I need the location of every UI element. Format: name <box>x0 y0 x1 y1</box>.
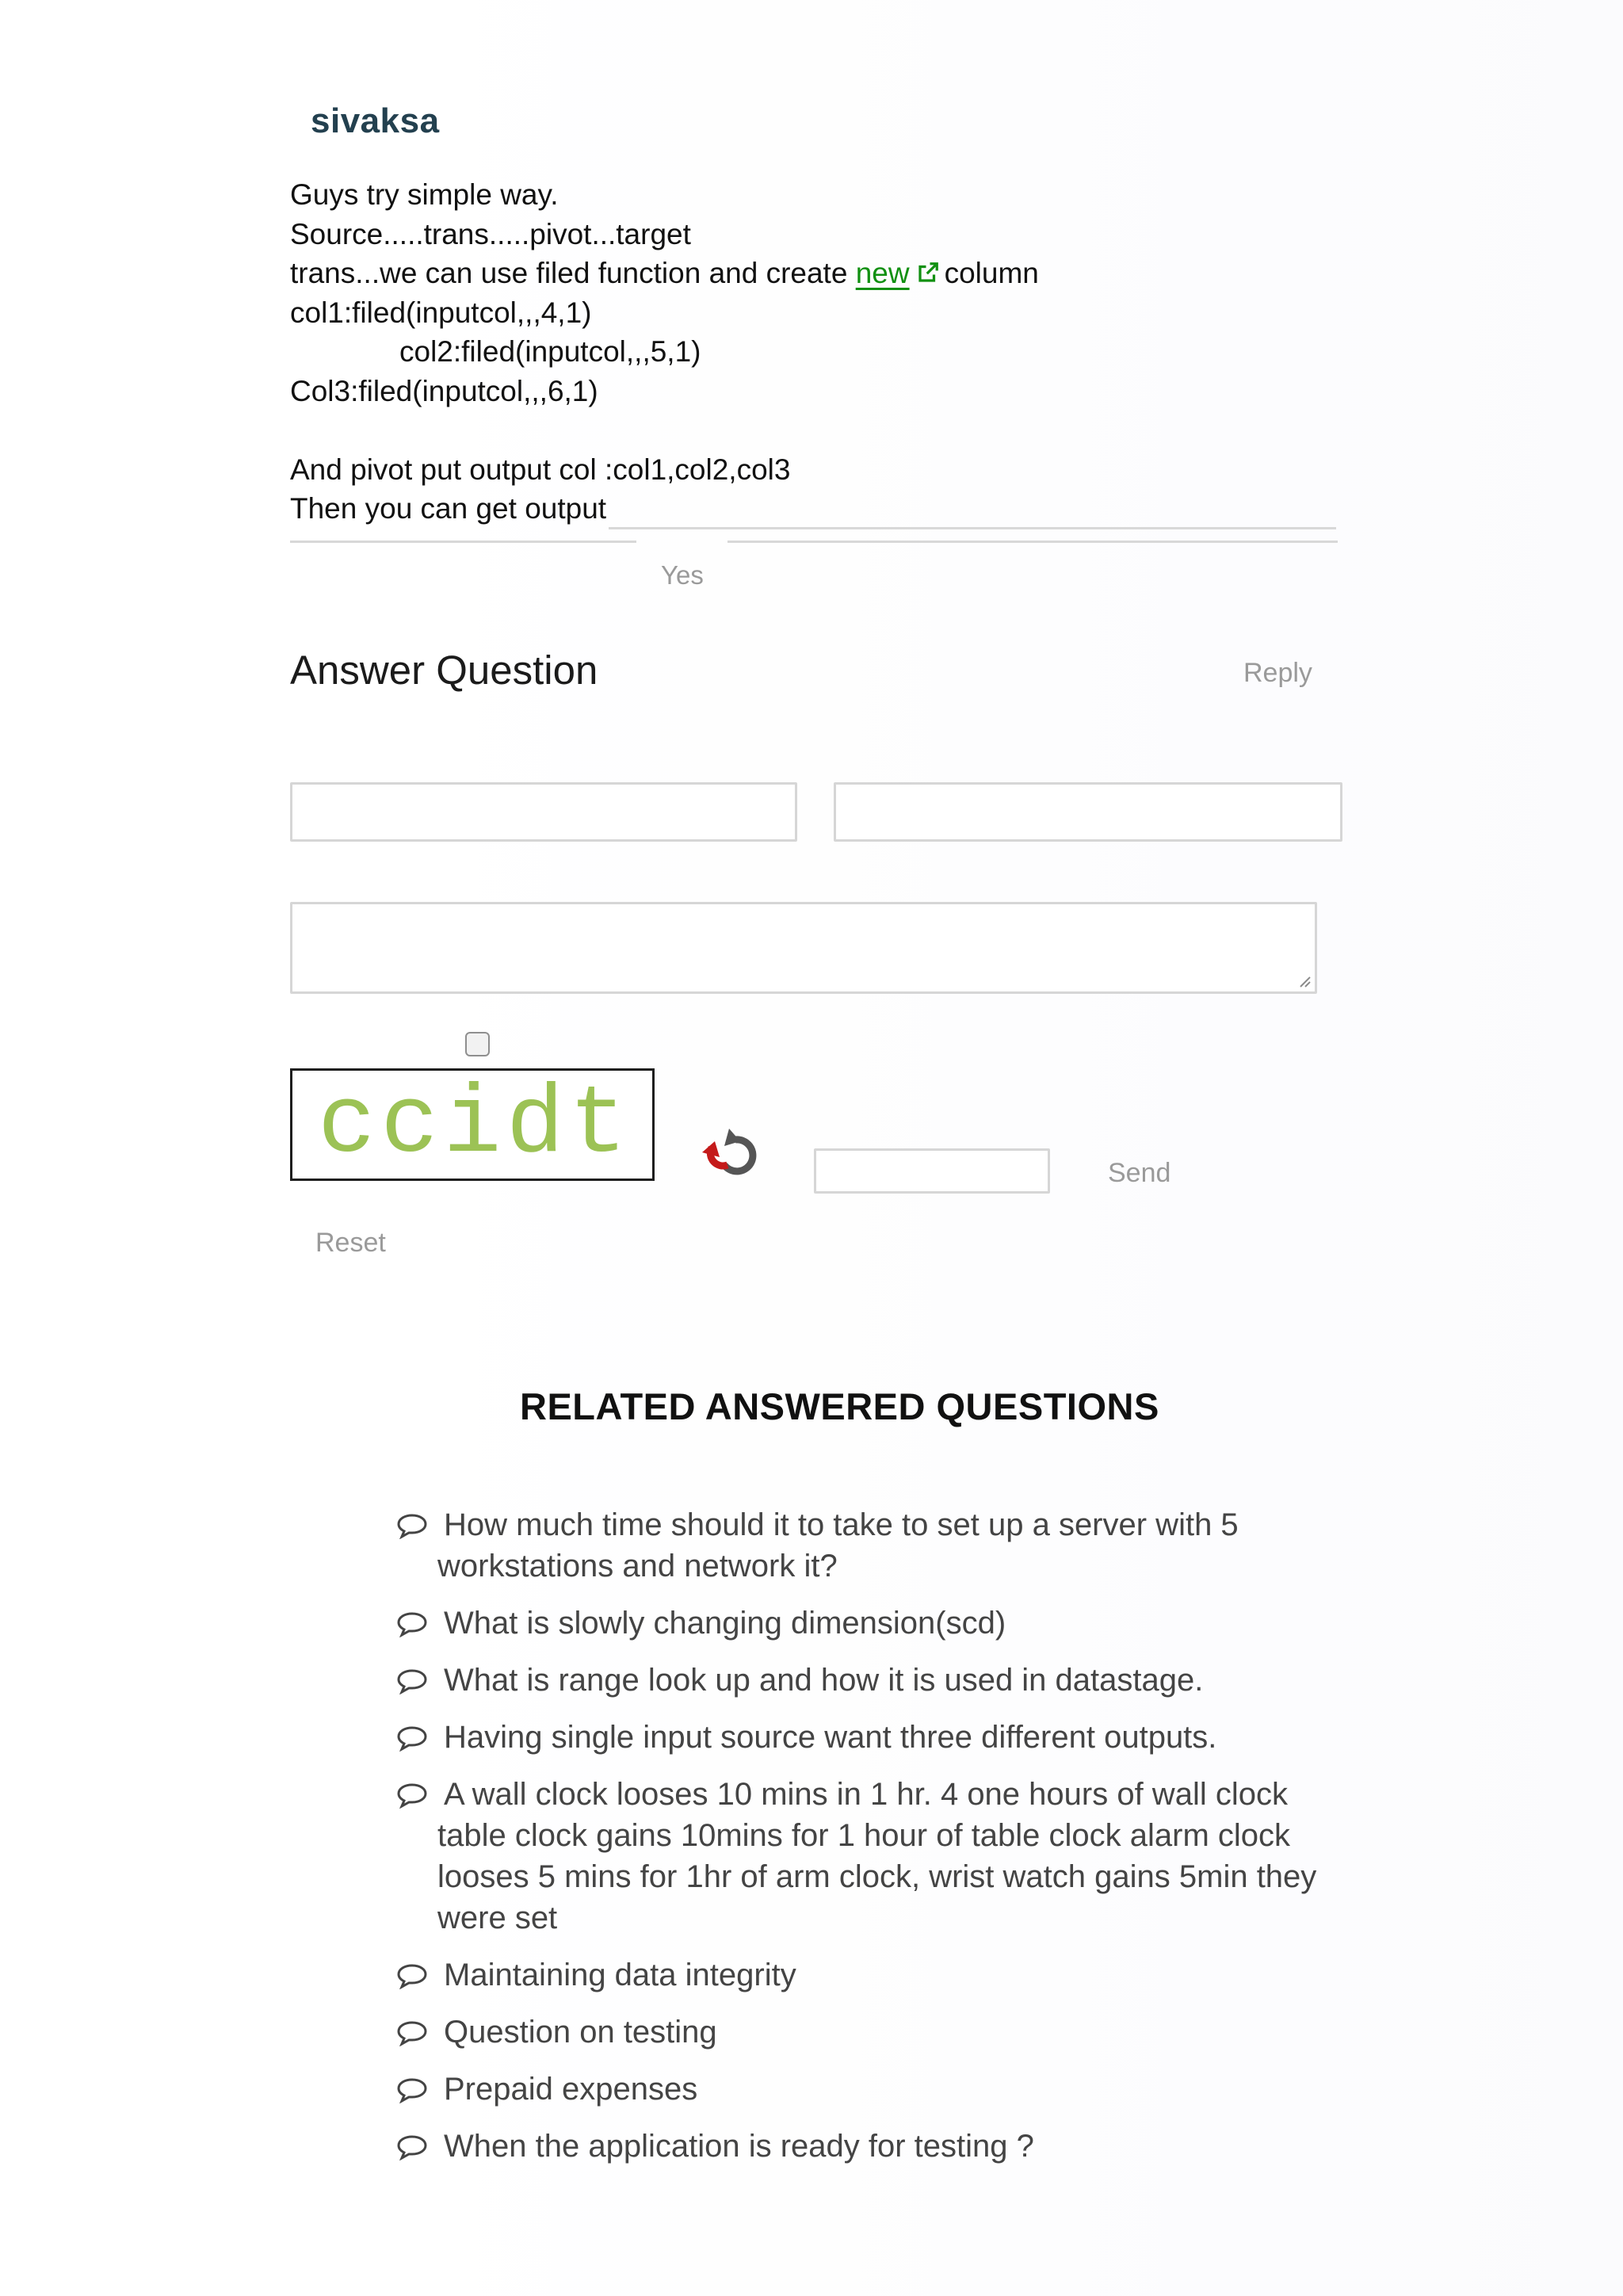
yes-vote-button[interactable]: Yes <box>661 560 704 590</box>
answer-textarea[interactable] <box>290 902 1317 994</box>
speech-bubble-icon <box>396 1725 428 1752</box>
checkbox[interactable] <box>465 1032 490 1056</box>
divider <box>290 541 636 543</box>
related-question-link[interactable]: Question on testing <box>444 2015 717 2050</box>
related-questions-title: RELATED ANSWERED QUESTIONS <box>520 1385 1159 1427</box>
code-line: Col3:filed(inputcol,,,6,1) <box>290 374 598 407</box>
refresh-captcha-icon[interactable] <box>701 1124 764 1179</box>
speech-bubble-icon <box>396 1512 428 1539</box>
divider <box>727 541 1338 543</box>
related-question-link[interactable]: Maintaining data integrity <box>444 1958 796 1992</box>
name-field[interactable] <box>290 782 797 842</box>
speech-bubble-icon <box>396 1610 428 1637</box>
answer-line: Guys try simple way. <box>290 178 559 211</box>
blank-line <box>290 411 1039 450</box>
related-questions-list <box>393 1504 1344 2183</box>
send-button[interactable]: Send <box>1108 1158 1171 1188</box>
answer-line: Source.....trans.....pivot...target <box>290 217 691 250</box>
related-question-item[interactable] <box>393 2069 1344 2110</box>
related-question-item[interactable] <box>393 2126 1344 2167</box>
captcha-input[interactable] <box>814 1148 1050 1194</box>
answer-body <box>290 175 1039 529</box>
answer-text: column <box>944 257 1039 289</box>
related-question-link[interactable]: What is range look up and how it is used in datastage. <box>444 1663 1204 1698</box>
answer-line: Then you can get output <box>290 492 607 525</box>
reply-button[interactable]: Reply <box>1243 658 1312 688</box>
external-link-icon[interactable] <box>916 261 940 285</box>
new-link[interactable]: new <box>855 257 910 289</box>
code-line: col1:filed(inputcol,,,4,1) <box>290 296 592 329</box>
reset-button[interactable]: Reset <box>315 1228 386 1258</box>
captcha-text: ccidt <box>318 1070 632 1180</box>
speech-bubble-icon <box>396 1668 428 1694</box>
related-question-link[interactable]: How much time should it to take to set up a server with 5 workstations and network it? <box>437 1507 1239 1584</box>
related-question-item[interactable] <box>393 2011 1344 2053</box>
speech-bubble-icon <box>396 2134 428 2160</box>
captcha-image <box>290 1068 655 1181</box>
email-field[interactable] <box>834 782 1342 842</box>
related-question-link[interactable]: What is slowly changing dimension(scd) <box>444 1606 1006 1641</box>
related-question-item[interactable] <box>393 1717 1344 1758</box>
related-question-item[interactable] <box>393 1603 1344 1644</box>
answer-line: And pivot put output col :col1,col2,col3 <box>290 453 791 486</box>
related-question-item[interactable] <box>393 1774 1344 1939</box>
related-question-item[interactable] <box>393 1954 1344 1996</box>
answer-line-with-link <box>290 254 1039 293</box>
related-question-item[interactable] <box>393 1660 1344 1701</box>
answer-text: trans...we can use filed function and create <box>290 257 856 289</box>
related-question-link[interactable]: Having single input source want three different outputs. <box>444 1720 1217 1755</box>
speech-bubble-icon <box>396 1962 428 1989</box>
related-question-link[interactable]: A wall clock looses 10 mins in 1 hr. 4 one hours of wall clock table clock gains 10mins for 1 hour of table clock alarm clock looses 5 mins for 1hr of arm clock, wrist watch gains 5min they were set <box>437 1777 1317 1935</box>
related-question-link[interactable]: Prepaid expenses <box>444 2072 698 2107</box>
related-question-item[interactable] <box>393 1504 1344 1587</box>
answer-author[interactable]: sivaksa <box>311 101 440 140</box>
speech-bubble-icon <box>396 1782 428 1809</box>
code-line: col2:filed(inputcol,,,5,1) <box>399 335 701 368</box>
speech-bubble-icon <box>396 2076 428 2103</box>
divider <box>609 527 1336 529</box>
answer-question-title: Answer Question <box>290 648 598 693</box>
resize-grip-icon[interactable] <box>1296 972 1312 988</box>
speech-bubble-icon <box>396 2019 428 2046</box>
related-question-link[interactable]: When the application is ready for testing ? <box>444 2129 1034 2164</box>
